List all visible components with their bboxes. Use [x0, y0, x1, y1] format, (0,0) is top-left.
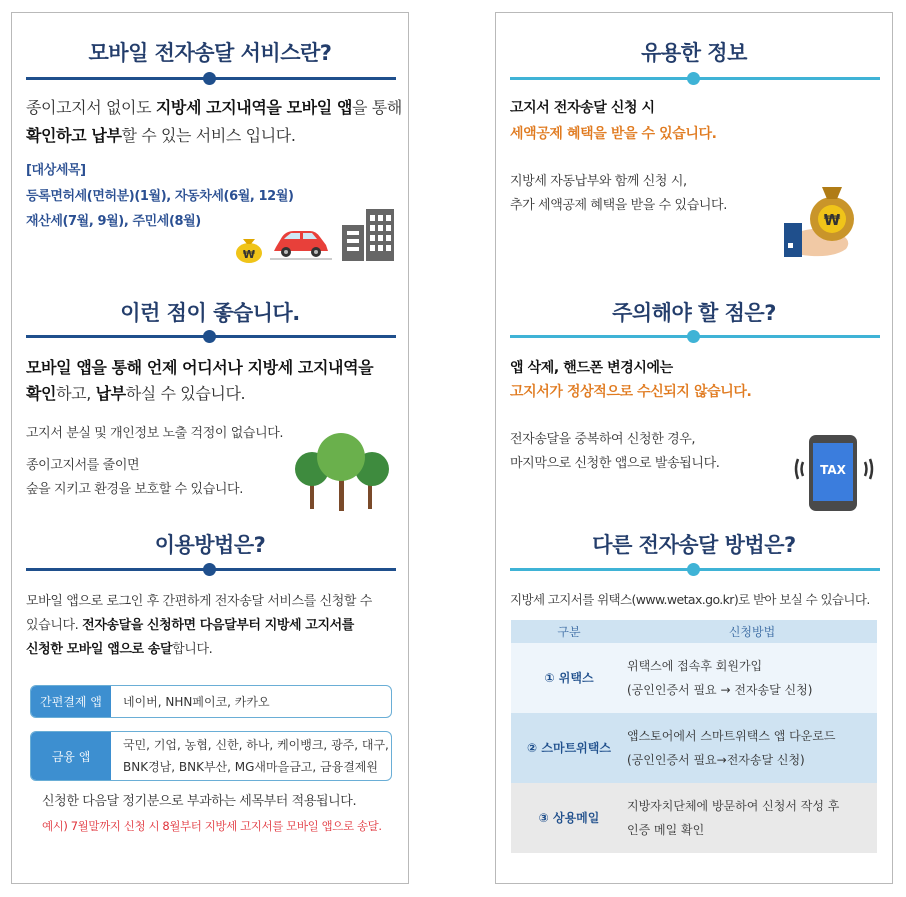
benefit-line3: 고지서 분실 및 개인정보 노출 걱정이 없습니다. — [26, 426, 284, 441]
finance-app-label: 금융 앱 — [31, 732, 111, 780]
won-money-bag-icon — [232, 231, 266, 265]
section-divider — [26, 568, 396, 571]
building-icon — [342, 209, 398, 261]
service-desc-line1: 종이고지서 없이도 지방세 고지내역을 모바일 앱을 통해 — [26, 98, 402, 117]
table-row — [511, 713, 877, 783]
apply-example: 예시) 7월말까지 신청 시 8월부터 지방세 고지서를 모바일 앱으로 송달. — [42, 819, 382, 833]
easy-pay-app-box — [30, 685, 392, 718]
method-desc: 위택스에 접속후 회원가입 (공인인증서 필요 → 전자송달 신청) — [627, 643, 877, 713]
method-desc: 지방자치단체에 방문하여 신청서 작성 후 인증 메일 확인 — [627, 783, 877, 853]
table-row — [511, 643, 877, 713]
caution-line1: 앱 삭제, 핸드폰 변경시에는 — [510, 360, 673, 376]
table-header-row — [511, 620, 877, 643]
svg-text:₩: ₩ — [242, 248, 256, 261]
caution-line3: 전자송달을 중복하여 신청한 경우, — [510, 432, 696, 447]
method-desc: 앱스토어에서 스마트위택스 앱 다운로드 (공인인증서 필요→전자송달 신청) — [627, 713, 877, 783]
easy-pay-app-label: 간편결제 앱 — [31, 686, 111, 717]
section-title-service: 모바일 전자송달 서비스란? — [88, 41, 332, 65]
left-panel — [11, 12, 409, 884]
service-desc-line2: 확인하고 납부할 수 있는 서비스 입니다. — [26, 126, 296, 145]
caution-line2: 고지서가 정상적으로 수신되지 않습니다. — [510, 384, 752, 400]
usage-line1: 모바일 앱으로 로그인 후 간편하게 전자송달 서비스를 신청할 수 — [26, 594, 372, 609]
caution-line4: 마지막으로 신청한 앱으로 발송됩니다. — [510, 456, 720, 471]
info-line1: 고지서 전자송달 신청 시 — [510, 100, 655, 116]
hand-money-bag-icon — [782, 177, 862, 261]
right-panel — [495, 12, 893, 884]
section-title-benefits: 이런 점이 좋습니다. — [120, 301, 300, 325]
section-title-caution: 주의해야 할 점은? — [612, 301, 776, 325]
info-line3: 지방세 자동납부와 함께 신청 시, — [510, 174, 687, 189]
methods-table — [511, 620, 877, 853]
table-row — [511, 783, 877, 853]
section-title-info: 유용한 정보 — [641, 41, 747, 65]
section-divider — [510, 335, 880, 338]
benefit-line1: 모바일 앱을 통해 언제 어디서나 지방세 고지내역을 — [26, 358, 374, 377]
target-line1: 등록면허세(면허분)(1월), 자동차세(6월, 12월) — [26, 189, 294, 204]
info-line4: 추가 세액공제 혜택을 받을 수 있습니다. — [510, 198, 727, 213]
section-title-other-methods: 다른 전자송달 방법은? — [592, 533, 796, 557]
svg-text:₩: ₩ — [823, 211, 841, 229]
finance-app-list: 국민, 기업, 농협, 신한, 하나, 케이뱅크, 광주, 대구, BNK경남, BNK부산, MG새마을금고, 금융결제원 — [123, 738, 389, 774]
section-divider — [510, 77, 880, 80]
section-divider — [26, 77, 396, 80]
method-name: ③ 상용메일 — [511, 783, 627, 853]
other-intro: 지방세 고지서를 위택스(www.wetax.go.kr)로 받아 보실 수 있습니다. — [510, 592, 870, 607]
section-divider — [26, 335, 396, 338]
benefit-line4: 종이고지서를 줄이면 — [26, 458, 140, 473]
target-label: [대상세목] — [26, 163, 86, 178]
section-title-usage: 이용방법은? — [154, 533, 266, 557]
easy-pay-app-list: 네이버, NHN페이코, 카카오 — [123, 694, 270, 709]
tree-icon — [294, 431, 390, 515]
car-icon — [270, 225, 332, 261]
section-divider — [510, 568, 880, 571]
apply-note: 신청한 다음달 정기분으로 부과하는 세목부터 적용됩니다. — [42, 794, 357, 809]
method-name: ① 위택스 — [511, 643, 627, 713]
tax-phone-label: TAX — [820, 463, 846, 477]
benefit-line5: 숲을 지키고 환경을 보호할 수 있습니다. — [26, 482, 243, 497]
method-name: ② 스마트위택스 — [511, 713, 627, 783]
col-header-method: 신청방법 — [627, 620, 877, 643]
usage-line3: 신청한 모바일 앱으로 송달합니다. — [26, 642, 213, 657]
usage-line2: 있습니다. 전자송달을 신청하면 다음달부터 지방세 고지서를 — [26, 618, 354, 633]
col-header-category: 구분 — [511, 620, 627, 643]
target-line2: 재산세(7월, 9월), 주민세(8월) — [26, 214, 201, 229]
finance-app-box — [30, 731, 392, 781]
info-line2: 세액공제 혜택을 받을 수 있습니다. — [510, 126, 717, 142]
tax-phone-icon — [792, 433, 876, 513]
benefit-line2: 확인하고, 납부하실 수 있습니다. — [26, 384, 246, 403]
